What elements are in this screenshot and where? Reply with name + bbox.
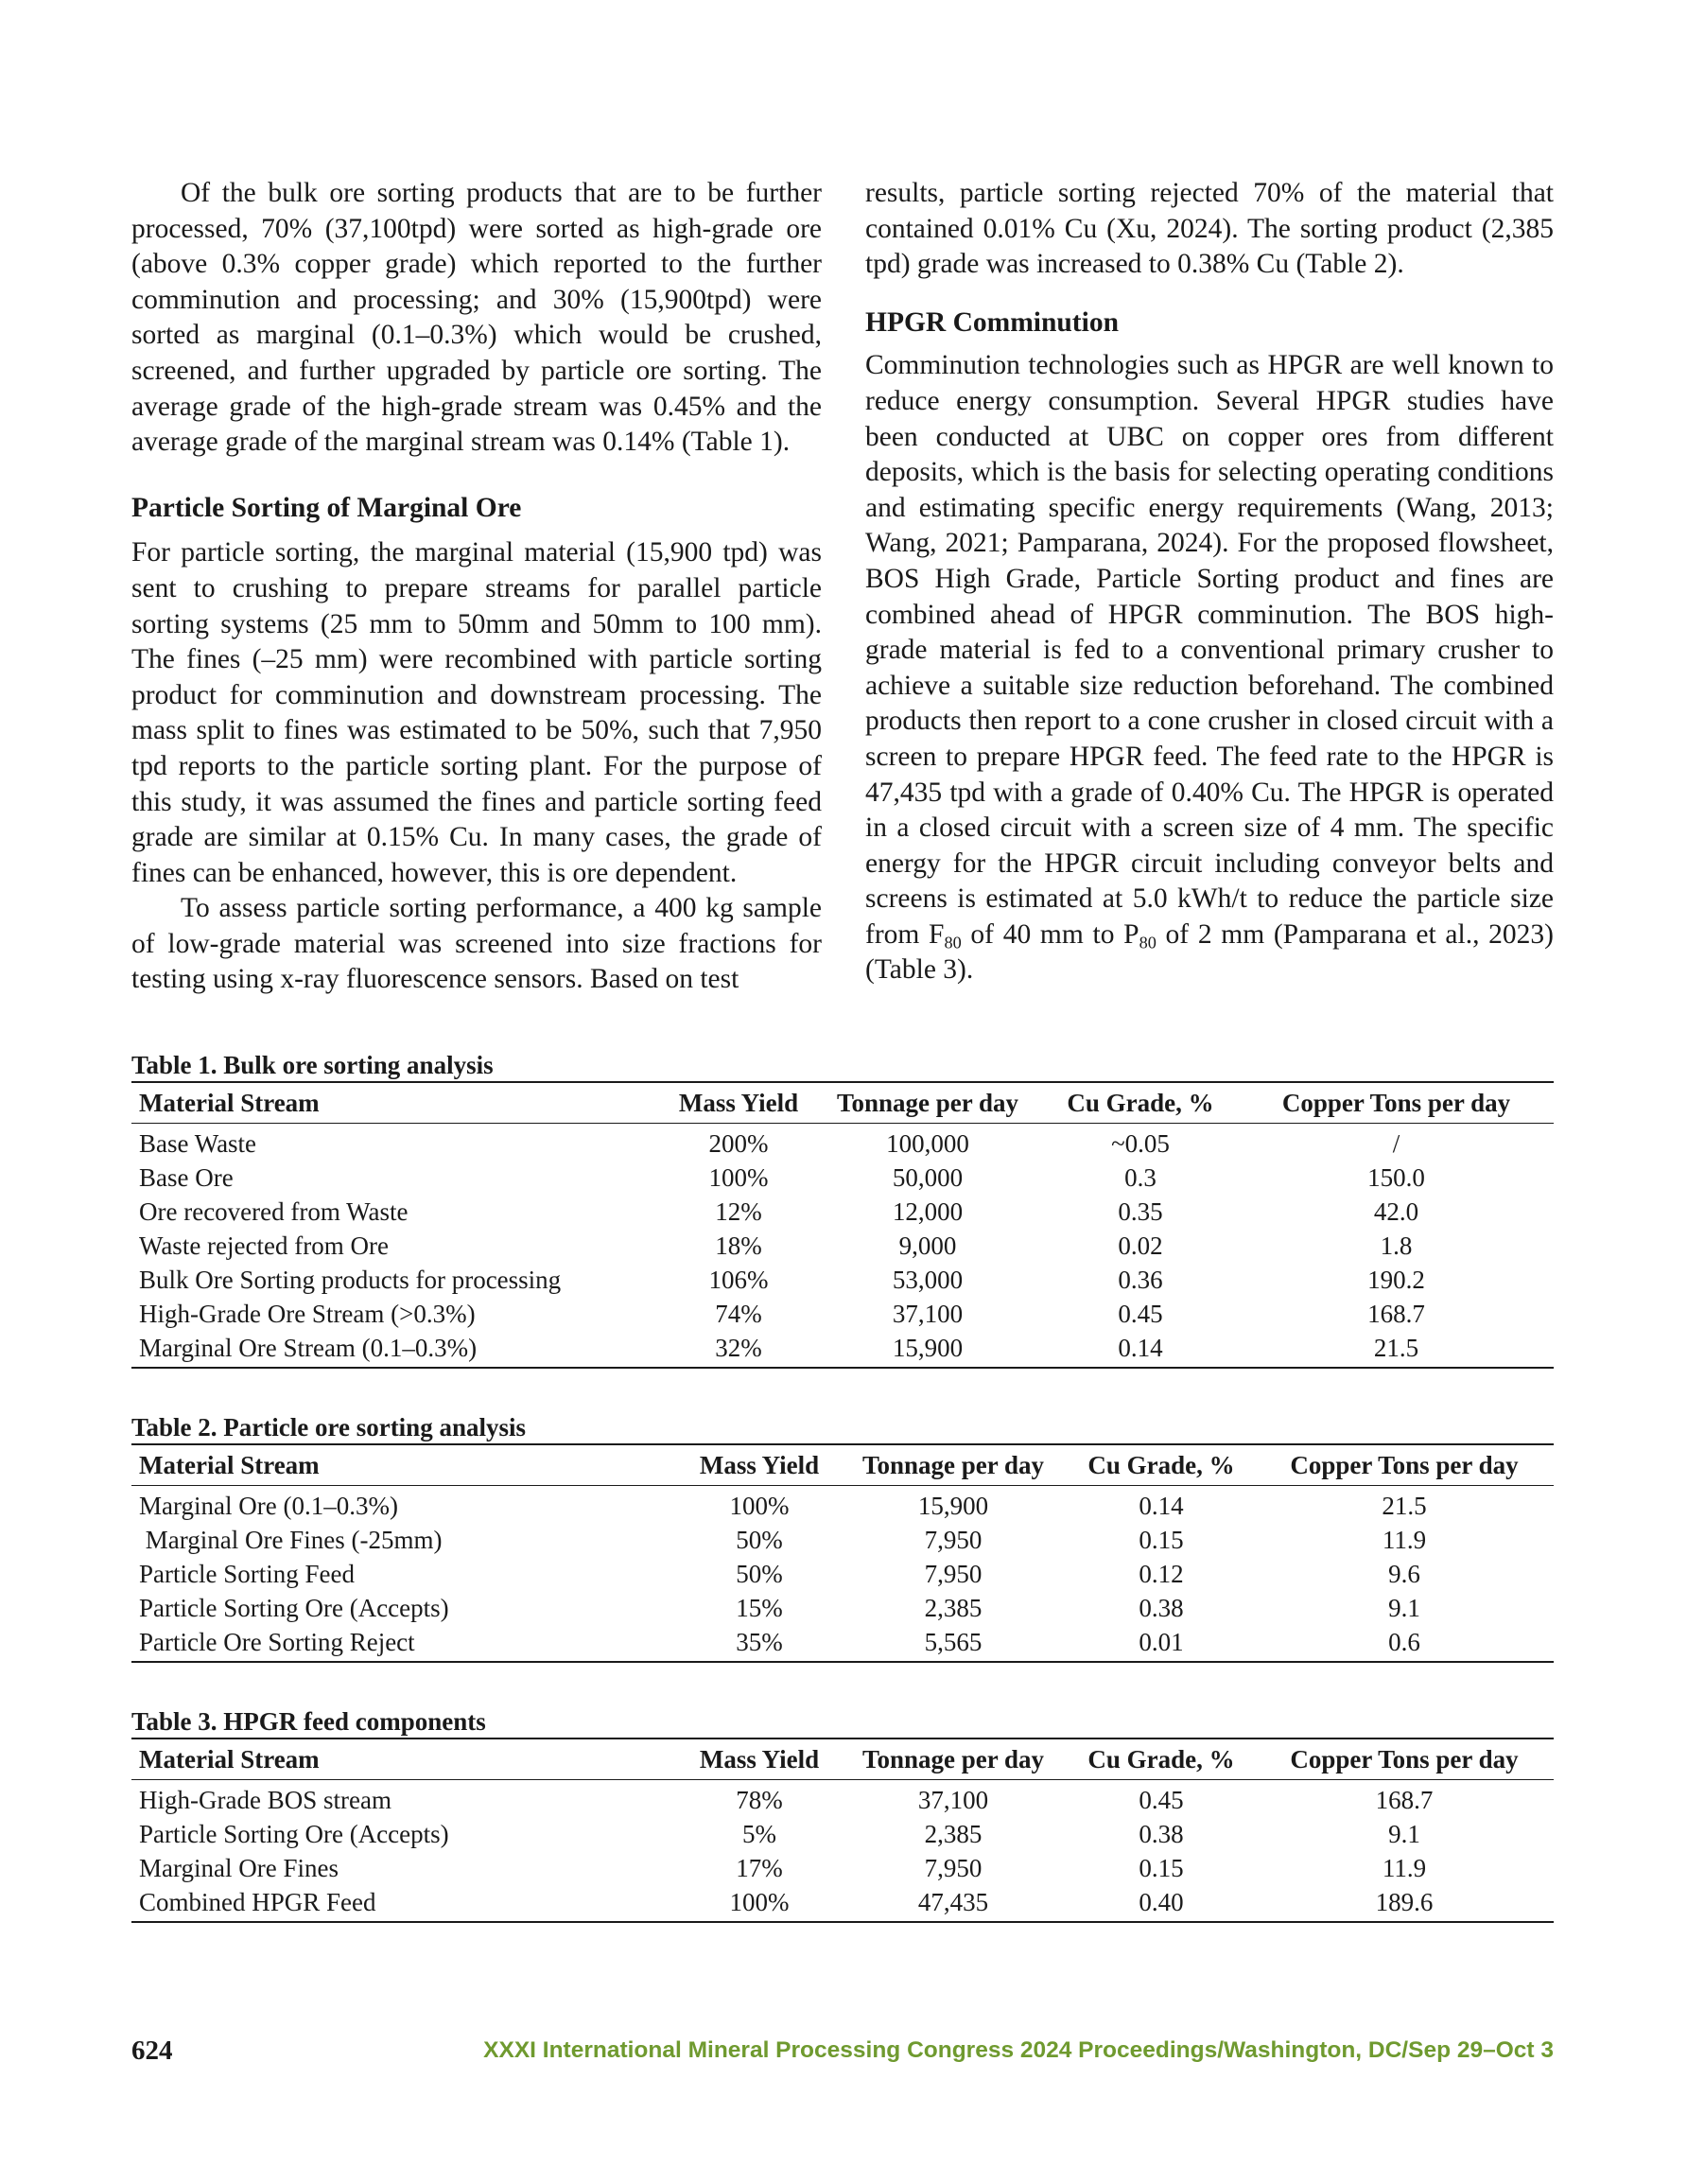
header-row (131, 1082, 1554, 1124)
header-cell: Cu Grade, % (1087, 1744, 1235, 1773)
table-cell: 0.40 (1139, 1887, 1184, 1916)
table-cell: 0.14 (1139, 1491, 1184, 1520)
table-cell: 53,000 (892, 1265, 964, 1294)
table-cell: Base Waste (139, 1128, 257, 1158)
table-cell: 106% (708, 1265, 769, 1294)
header-cell: Copper Tons per day (1281, 1088, 1511, 1117)
table-cell: Waste rejected from Ore (139, 1231, 389, 1260)
table-row (131, 1297, 1554, 1331)
table-cell: 0.35 (1118, 1197, 1163, 1226)
table-row (131, 1124, 1554, 1162)
paragraph: results, particle sorting rejected 70% of the material that contained 0.01% Cu (Xu, 2024). The sorting product (2,385 tpd) grade was increased to 0.38% Cu (Table 2). (865, 178, 1554, 280)
table-row (131, 1523, 1554, 1557)
table-cell: 7,950 (924, 1853, 983, 1882)
paragraph: To assess particle sorting performance, a 400 kg sample of low-grade material was screened into size fractions for testing using x-ray fluorescence sensors. Based on test (131, 893, 822, 995)
header-cell: Mass Yield (699, 1744, 820, 1773)
table-row (131, 1625, 1554, 1662)
table-cell: 9.6 (1388, 1559, 1420, 1588)
header-cell: Material Stream (139, 1744, 320, 1773)
table-cell: 200% (708, 1128, 769, 1158)
table-cell: 0.6 (1388, 1627, 1420, 1656)
header-cell: Tonnage per day (836, 1088, 1019, 1117)
data-table (131, 1443, 1554, 1663)
table-cell: 11.9 (1382, 1853, 1427, 1882)
table-cell: 190.2 (1367, 1265, 1425, 1294)
table-cell: 35% (736, 1627, 783, 1656)
conference-title: XXXI International Mineral Processing Congress 2024 Proceedings/Washington, DC/Sep 29–Oct 3 (483, 2037, 1554, 2063)
table-cell: 7,950 (924, 1559, 983, 1588)
table-cell: 0.15 (1139, 1525, 1184, 1554)
table-cell: 0.38 (1139, 1593, 1184, 1622)
header-row (131, 1738, 1554, 1780)
table-cell: 15% (736, 1593, 783, 1622)
table-cell: Marginal Ore Stream (0.1–0.3%) (139, 1333, 478, 1362)
table-cell: Marginal Ore (0.1–0.3%) (139, 1491, 398, 1520)
table-cell: Particle Ore Sorting Reject (139, 1627, 415, 1656)
header-cell: Copper Tons per day (1290, 1744, 1519, 1773)
table-cell: 2,385 (924, 1593, 983, 1622)
table-row (131, 1331, 1554, 1368)
table-1 (131, 1049, 1554, 1369)
paragraph (865, 348, 1554, 988)
table-row (131, 1591, 1554, 1625)
header-cell: Tonnage per day (861, 1450, 1045, 1479)
table-cell: 32% (715, 1333, 762, 1362)
table-2 (131, 1411, 1554, 1663)
table-cell: 78% (736, 1785, 783, 1814)
table-cell: 5% (742, 1819, 776, 1848)
text-run: Comminution technologies such as HPGR are well known to reduce energy consumption. Several HPGR studies have been conducted at UBC on copper ores from different deposits, which is the basis for selecting operating conditions and estimating specific energy requirements (Wang, 2013; Wang, 2021; Pamparana, 2024). For the proposed flowsheet, BOS High Grade, Particle Sorting product and fines are combined ahead of HPGR comminution. The BOS high-grade material is fed to a conventional primary crusher to achieve a suitable size reduction beforehand. The combined products then report to a cone crusher in closed circuit with a screen to prepare HPGR feed. The feed rate to the HPGR is 47,435 tpd with a grade of 0.40% Cu. The HPGR is operated in a closed circuit with a screen size of 4 mm. The specific energy for the HPGR circuit including conveyor belts and screens is estimated at 5.0 kWh/t to reduce the particle size from F (865, 350, 1554, 950)
header-cell: Material Stream (139, 1450, 320, 1479)
table-cell: Combined HPGR Feed (139, 1887, 376, 1916)
table-row (131, 1486, 1554, 1524)
table-row (131, 1229, 1554, 1263)
page-footer (131, 2035, 1554, 2070)
table-row (131, 1195, 1554, 1229)
table-cell: 0.45 (1139, 1785, 1184, 1814)
table-caption: Table 1. Bulk ore sorting analysis (131, 1051, 494, 1079)
data-table (131, 1081, 1554, 1369)
table-cell: Particle Sorting Feed (139, 1559, 355, 1588)
table-cell: 100,000 (886, 1128, 969, 1158)
table-cell: Marginal Ore Fines (-25mm) (139, 1525, 443, 1554)
table-cell: 0.45 (1118, 1299, 1163, 1328)
table-cell: 0.38 (1139, 1819, 1184, 1848)
header-cell: Material Stream (139, 1088, 320, 1117)
page-number: 624 (131, 2035, 173, 2066)
table-cell: 189.6 (1375, 1887, 1434, 1916)
table-cell: 2,385 (924, 1819, 983, 1848)
subscript: 80 (1139, 933, 1157, 952)
table-cell: Marginal Ore Fines (139, 1853, 339, 1882)
table-cell: / (1392, 1128, 1400, 1158)
table-row (131, 1817, 1554, 1851)
header-cell: Mass Yield (678, 1088, 799, 1117)
table-cell: 21.5 (1373, 1333, 1419, 1362)
table-cell: 9.1 (1388, 1593, 1420, 1622)
table-cell: 50% (736, 1559, 783, 1588)
table-cell: 37,100 (892, 1299, 964, 1328)
table-cell: 37,100 (917, 1785, 989, 1814)
header-cell: Cu Grade, % (1067, 1088, 1214, 1117)
table-cell: 5,565 (924, 1627, 983, 1656)
table-cell: 168.7 (1367, 1299, 1425, 1328)
table-cell: ~0.05 (1111, 1128, 1170, 1158)
table-cell: Base Ore (139, 1162, 234, 1192)
table-row (131, 1161, 1554, 1195)
table-cell: 50% (736, 1525, 783, 1554)
table-cell: 0.3 (1124, 1162, 1157, 1192)
right-column (865, 176, 1554, 988)
table-caption: Table 3. HPGR feed components (131, 1707, 486, 1736)
table-cell: 0.14 (1118, 1333, 1163, 1362)
section-heading: HPGR Comminution (865, 306, 1119, 338)
header-cell: Cu Grade, % (1087, 1450, 1235, 1479)
header-cell: Mass Yield (699, 1450, 820, 1479)
header-cell: Copper Tons per day (1290, 1450, 1519, 1479)
table-row (131, 1557, 1554, 1591)
table-cell: 9,000 (898, 1231, 957, 1260)
table-cell: High-Grade Ore Stream (>0.3%) (139, 1299, 476, 1328)
table-cell: High-Grade BOS stream (139, 1785, 391, 1814)
header-cell: Tonnage per day (861, 1744, 1045, 1773)
text-run: of 40 mm to P (961, 918, 1139, 950)
table-cell: 15,900 (892, 1333, 964, 1362)
table-cell: 100% (708, 1162, 769, 1192)
table-cell: 47,435 (917, 1887, 989, 1916)
table-cell: 11.9 (1382, 1525, 1427, 1554)
table-cell: 42.0 (1373, 1197, 1419, 1226)
paragraph: For particle sorting, the marginal material (15,900 tpd) was sent to crushing to prepare streams for parallel particle sorting systems (25 mm to 50mm and 50mm to 100 mm). The fines (–25 mm) were recombined with particle sorting product for comminution and downstream processing. The mass split to fines was estimated to be 50%, such that 7,950 tpd reports to the particle sorting plant. For the purpose of this study, it was assumed the fines and particle sorting feed grade are similar at 0.15% Cu. In many cases, the grade of fines can be enhanced, however, this is ore dependent. (131, 537, 822, 888)
table-row (131, 1780, 1554, 1818)
text-run: of 2 mm (Pamparana et al., 2023) (Table 3). (865, 918, 1554, 986)
header-row (131, 1444, 1554, 1486)
table-cell: 0.15 (1139, 1853, 1184, 1882)
table-cell: 150.0 (1367, 1162, 1425, 1192)
table-row (131, 1263, 1554, 1297)
left-column (131, 176, 822, 998)
table-cell: 15,900 (917, 1491, 989, 1520)
table-cell: 9.1 (1388, 1819, 1420, 1848)
section-heading: Particle Sorting of Marginal Ore (131, 492, 522, 523)
table-cell: 100% (729, 1491, 790, 1520)
table-cell: Particle Sorting Ore (Accepts) (139, 1593, 449, 1622)
table-cell: 7,950 (924, 1525, 983, 1554)
table-cell: 168.7 (1375, 1785, 1434, 1814)
table-cell: Ore recovered from Waste (139, 1197, 409, 1226)
table-cell: 0.12 (1139, 1559, 1184, 1588)
table-cell: Particle Sorting Ore (Accepts) (139, 1819, 449, 1848)
table-cell: Bulk Ore Sorting products for processing (139, 1265, 562, 1294)
table-cell: 12,000 (892, 1197, 964, 1226)
table-3 (131, 1705, 1554, 1923)
subscript: 80 (944, 933, 962, 952)
table-row (131, 1851, 1554, 1885)
table-cell: 18% (715, 1231, 762, 1260)
table-cell: 50,000 (892, 1162, 964, 1192)
table-cell: 74% (715, 1299, 762, 1328)
table-row (131, 1885, 1554, 1922)
table-caption: Table 2. Particle ore sorting analysis (131, 1413, 526, 1441)
table-cell: 17% (736, 1853, 783, 1882)
paragraph: Of the bulk ore sorting products that are to be further processed, 70% (37,100tpd) were sorted as high-grade ore (above 0.3% copper grade) which reported to the further comminution and processing; and 30% (15,900tpd) were sorted as marginal (0.1–0.3%) which would be crushed, screened, and further upgraded by particle ore sorting. The average grade of the high-grade stream was 0.45% and the average grade of the marginal stream was 0.14% (Table 1). (131, 178, 822, 458)
table-cell: 100% (729, 1887, 790, 1916)
table-cell: 1.8 (1380, 1231, 1413, 1260)
data-table (131, 1738, 1554, 1923)
table-cell: 21.5 (1382, 1491, 1427, 1520)
table-cell: 0.36 (1118, 1265, 1163, 1294)
table-cell: 12% (715, 1197, 762, 1226)
table-cell: 0.01 (1139, 1627, 1184, 1656)
table-cell: 0.02 (1118, 1231, 1163, 1260)
